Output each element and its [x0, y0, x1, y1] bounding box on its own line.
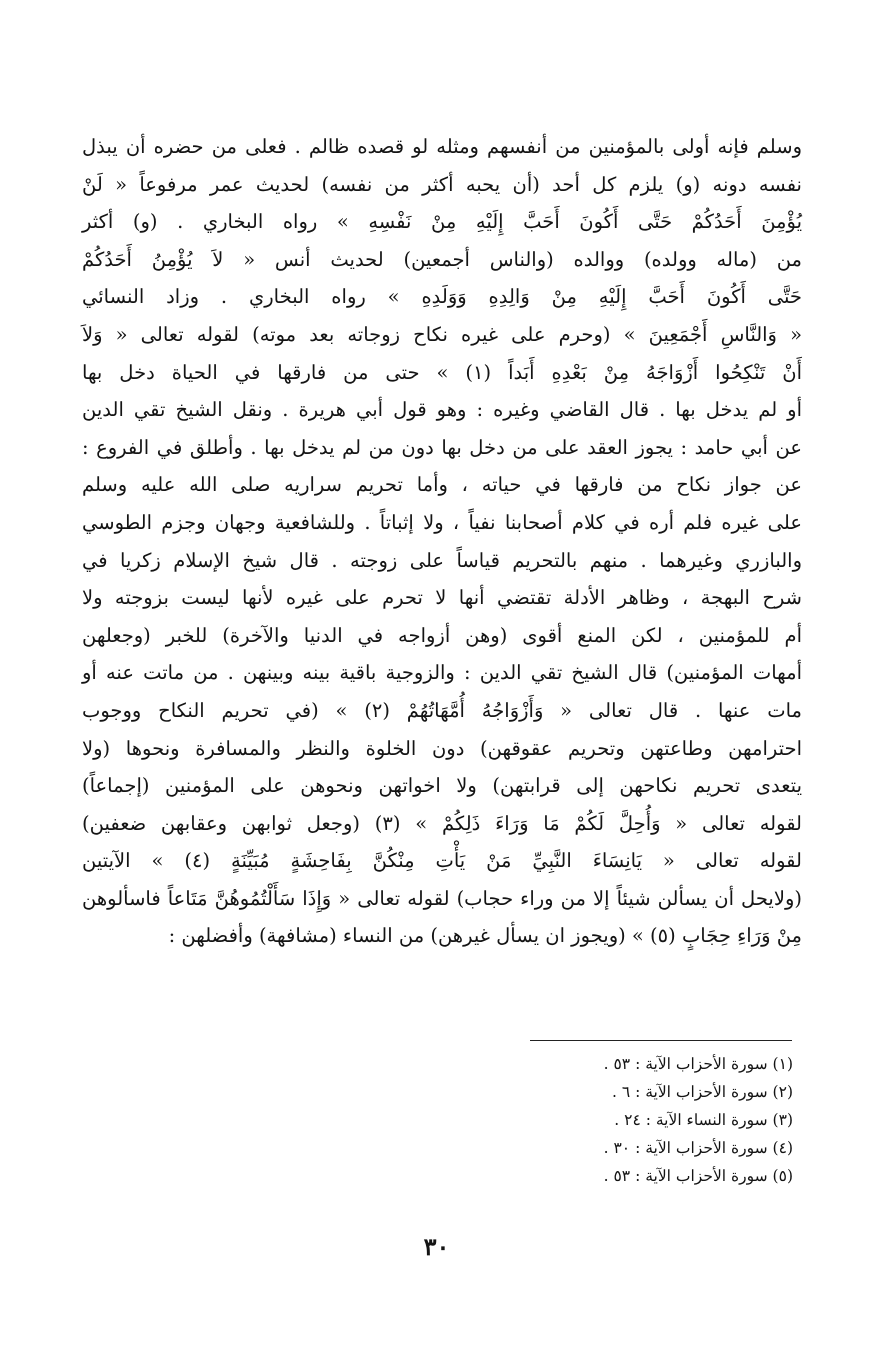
text-line: عن جواز نكاح من فارقها في حياته ، وأما تحريم سراريه صلى الله عليه وسلم: [82, 473, 802, 497]
text-line: لقوله تعالى « وَأُحِلَّ لَكُمْ مَا وَرَاءَ ذَلِكُمْ » (٣) (وجعل ثوابهن وعقابهن ضعفين): [82, 811, 802, 835]
text-line: نفسه دونه (و) يلزم كل أحد (أن يحبه أكثر من نفسه) لحديث عمر مرفوعاً « لَنْ: [82, 172, 802, 196]
text-line: والبازري وغيرهما . منهم بالتحريم قياساً على زوجته . قال شيخ الإسلام زكريا في: [82, 548, 802, 572]
footnote: (١) سورة الأحزاب الآية : ٥٣ .: [603, 1055, 793, 1073]
text-line: عن أبي حامد : يجوز العقد على من دخل بها دون من لم يدخل بها . وأطلق في الفروع :: [82, 435, 802, 459]
text-line: أو لم يدخل بها . قال القاضي وغيره : وهو قول أبي هريرة . ونقل الشيخ تقي الدين: [82, 398, 802, 422]
page-number: ٣٠: [423, 1232, 450, 1261]
text-line: من (ماله وولده) ووالده (والناس أجمعين) لحديث أنس « لاَ يُؤْمِنُ أَحَدُكُمْ: [82, 247, 802, 271]
text-line: يُؤْمِنَ أَحَدُكُمْ حَتَّى أَكُونَ أَحَبَّ إِلَيْهِ مِنْ نَفْسِهِ » رواه البخاري . (و) أكثر: [82, 210, 802, 234]
text-line: حَتَّى أَكُونَ أَحَبَّ إِلَيْهِ مِنْ وَالِدِهِ وَوَلَدِهِ » رواه البخاري . وزاد النسائي: [82, 285, 802, 309]
footnotes-block: [453, 1050, 793, 1190]
text-line: وسلم فإنه أولى بالمؤمنين من أنفسهم ومثله لو قصده ظالم . فعلى من حضره أن يبذل: [82, 135, 802, 158]
text-line: مات عنها . قال تعالى « وَأَزْوَاجُهُ أُمَّهَاتُهُمْ (٢) » (في تحريم النكاح ووجوب: [82, 698, 802, 722]
text-line: احترامهن وطاعتهن وتحريم عقوقهن) دون الخلوة والنظر والمسافرة ونحوها (ولا: [82, 736, 802, 760]
text-line: شرح البهجة ، وظاهر الأدلة تقتضي أنها لا تحرم على غيره لأنها ليست بزوجته ولا: [82, 586, 802, 610]
text-line: أَنْ تَنْكِحُوا أَزْوَاجَهُ مِنْ بَعْدِهِ أَبَداً (١) » حتى من فارقها في الحياة دخل بها: [82, 360, 803, 384]
footnote: (٥) سورة الأحزاب الآية : ٥٣ .: [603, 1167, 793, 1185]
text-line: أم للمؤمنين ، لكن المنع أقوى (وهن أزواجه في الدنيا والآخرة) للخبر (وجعلهن: [82, 623, 802, 647]
footnote: (٢) سورة الأحزاب الآية : ٦ .: [611, 1083, 793, 1101]
text-line: على غيره فلم أره في كلام أصحابنا نفياً ، ولا إثباتاً . وللشافعية وجهان وجزم الطوسي: [82, 510, 802, 534]
text-line: يتعدى تحريم نكاحهن إلى قرابتهن) ولا اخواتهن ونحوهن على المؤمنين (إجماعاً): [82, 774, 802, 798]
text-line: مِنْ وَرَاءِ حِجَابٍ (٥) » (ويجوز ان يسأل غيرهن) من النساء (مشافهة) وأفضلهن :: [168, 924, 802, 948]
footnote: (٣) سورة النساء الآية : ٢٤ .: [614, 1111, 793, 1129]
main-text-block: [82, 128, 802, 955]
text-line: « وَالنَّاسِ أَجْمَعِينَ » (وحرم على غيره نكاح زوجاته بعد موته) لقوله تعالى « وَلاَ: [82, 322, 802, 346]
footnote: (٤) سورة الأحزاب الآية : ٣٠ .: [603, 1139, 793, 1157]
footnote-divider: [530, 1040, 792, 1041]
text-line: أمهات المؤمنين) قال الشيخ تقي الدين : والزوجية باقية بينه وبينهن . من ماتت عنه أو: [82, 661, 802, 685]
text-line: لقوله تعالى « يَانِسَاءَ النَّبِيِّ مَنْ يَأْتِ مِنْكُنَّ بِفَاحِشَةٍ مُبَيِّنَةٍ (٤) » الآيتين: [82, 849, 802, 873]
text-line: (ولايحل أن يسألن شيئاً إلا من وراء حجاب) لقوله تعالى « وَإِذَا سَأَلْتُمُوهُنَّ مَتَاعاً فاسألوهن: [82, 886, 802, 910]
